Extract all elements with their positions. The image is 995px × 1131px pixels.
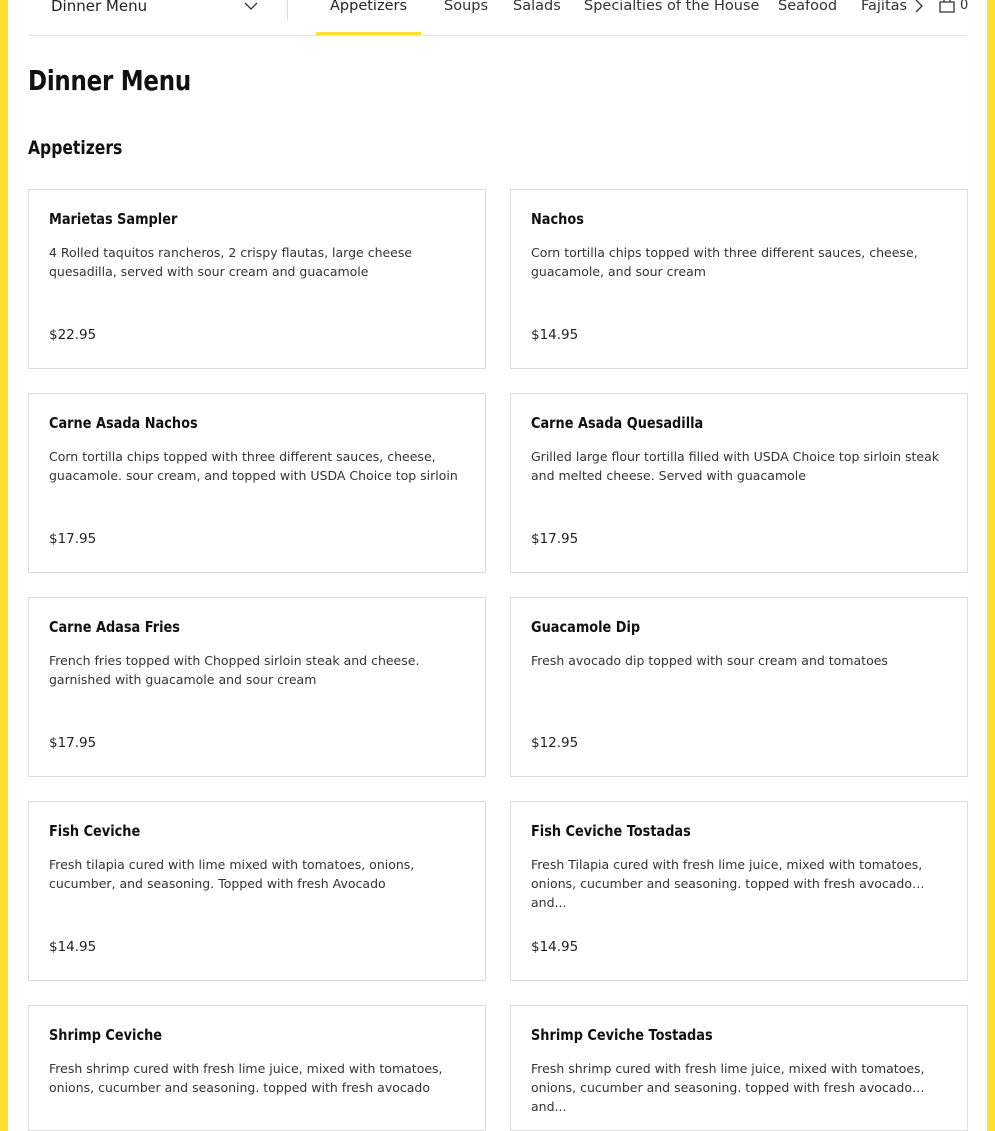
item-description: Fresh tilapia cured with lime mixed with tomatoes, onions, cucumber, and seasoning. Topped with fresh Avocado	[49, 857, 415, 891]
item-name: Carne Asada Quesadilla	[531, 414, 704, 432]
item-description: Fresh avocado dip topped with sour cream and tomatoes	[531, 653, 888, 668]
tab-label: Salads	[513, 0, 561, 14]
item-description: Fresh Tilapia cured with fresh lime juice, mixed with tomatoes, onions, cucumber and seasoning. topped with fresh avocado and...	[531, 857, 923, 910]
tab-salads[interactable]	[499, 0, 575, 35]
left-accent-border	[0, 0, 8, 1131]
menu-item-card[interactable]	[28, 189, 486, 369]
item-name: Shrimp Ceviche	[49, 1026, 163, 1044]
item-price: $17.95	[49, 531, 97, 547]
nav-divider	[287, 0, 288, 20]
menu-selector-label: Dinner Menu	[51, 0, 148, 15]
item-price: $22.95	[49, 327, 97, 343]
item-price: $14.95	[531, 327, 579, 343]
item-price: $12.95	[531, 735, 579, 751]
item-description: Corn tortilla chips topped with three different sauces, cheese, guacamole. sour cream, and topped with USDA Choice top sirloin	[49, 449, 458, 483]
tab-label: Seafood	[778, 0, 838, 14]
menu-item-card[interactable]	[28, 801, 486, 981]
menu-item-card[interactable]	[28, 393, 486, 573]
tab-label: Soups	[444, 0, 489, 14]
page-title: Dinner Menu	[28, 64, 191, 97]
menu-item-card[interactable]	[28, 597, 486, 777]
item-name: Fish Ceviche	[49, 822, 141, 840]
menu-item-card[interactable]	[510, 597, 968, 777]
menu-navigation-bar	[28, 0, 967, 36]
item-description: 4 Rolled taquitos rancheros, 2 crispy flautas, large cheese quesadilla, served with sour cream and guacamole	[49, 245, 413, 279]
right-accent-border	[987, 0, 995, 1131]
menu-item-card[interactable]	[510, 189, 968, 369]
tab-specialties-of-the-house[interactable]	[570, 0, 773, 35]
item-price: $17.95	[531, 531, 579, 547]
menu-item-card[interactable]	[510, 393, 968, 573]
cart-button[interactable]	[938, 0, 968, 14]
tab-soups[interactable]	[430, 0, 502, 35]
item-name: Nachos	[531, 210, 584, 228]
chevron-right-icon[interactable]	[912, 0, 926, 14]
menu-item-card[interactable]	[28, 1005, 486, 1131]
tab-seafood[interactable]	[764, 0, 851, 35]
section-title: Appetizers	[28, 137, 123, 159]
shopping-bag-icon	[938, 0, 956, 14]
item-description: Corn tortilla chips topped with three different sauces, cheese, guacamole, and sour cream	[531, 245, 918, 279]
item-description: Fresh shrimp cured with fresh lime juice, mixed with tomatoes, onions, cucumber and seasoning. topped with fresh avocado and...	[531, 1061, 925, 1114]
item-price: $17.95	[49, 735, 97, 751]
menu-item-card[interactable]	[510, 1005, 968, 1131]
menu-item-card[interactable]	[510, 801, 968, 981]
item-description: Fresh shrimp cured with fresh lime juice, mixed with tomatoes, onions, cucumber and seasoning. topped with fresh avocado	[49, 1061, 443, 1095]
item-name: Carne Asada Nachos	[49, 414, 198, 432]
cart-count: 0	[960, 0, 969, 13]
tab-label: Appetizers	[330, 0, 408, 14]
item-name: Fish Ceviche Tostadas	[531, 822, 691, 840]
chevron-down-icon	[243, 0, 259, 14]
tab-label: Fajitas	[861, 0, 908, 14]
menu-selector-dropdown[interactable]	[28, 0, 287, 20]
item-price: $14.95	[531, 939, 579, 955]
item-description: Grilled large flour tortilla filled with USDA Choice top sirloin steak and melted cheese. Served with guacamole	[531, 449, 939, 483]
tab-label: Specialties of the House	[584, 0, 760, 14]
item-name: Marietas Sampler	[49, 210, 178, 228]
tab-fajitas[interactable]	[847, 0, 921, 35]
item-description: French fries topped with Chopped sirloin steak and cheese. garnished with guacamole and sour cream	[49, 653, 420, 687]
category-tabs	[316, 0, 906, 35]
tab-appetizers[interactable]	[316, 0, 421, 35]
item-name: Carne Adasa Fries	[49, 618, 180, 636]
item-name: Shrimp Ceviche Tostadas	[531, 1026, 713, 1044]
item-name: Guacamole Dip	[531, 618, 641, 636]
item-price: $14.95	[49, 939, 97, 955]
